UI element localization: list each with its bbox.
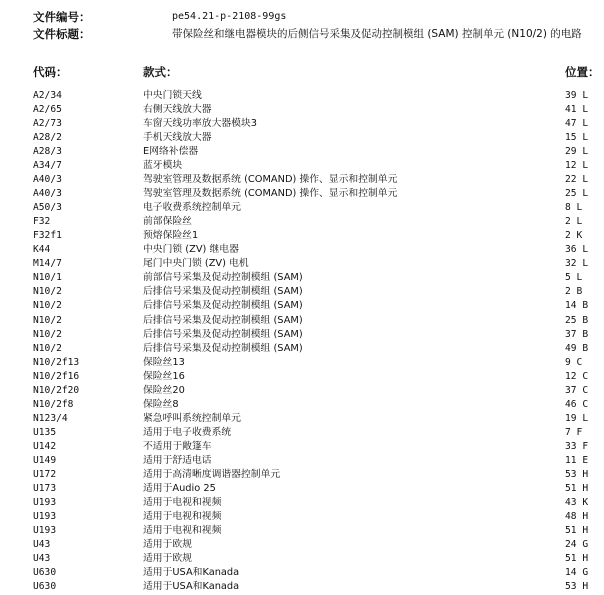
table-row [0, 510, 604, 524]
component-position: 14 B [565, 300, 589, 312]
component-position: 19 L [565, 412, 589, 424]
component-description: 保险丝13 [143, 356, 185, 368]
component-code: A28/3 [33, 146, 62, 158]
component-code: M14/7 [33, 258, 62, 270]
component-description: 适用于USA和Kanada [143, 581, 240, 593]
table-row [0, 103, 604, 117]
component-description: 保险丝20 [143, 384, 185, 396]
component-position: 25 B [565, 314, 589, 326]
component-position: 5 L [565, 272, 583, 284]
component-description: 电子收费系统控制单元 [143, 202, 241, 214]
component-description: 适用于电子收费系统 [143, 426, 232, 438]
table-row [0, 538, 604, 552]
table-row [0, 552, 604, 566]
component-position: 41 L [565, 104, 589, 116]
doc-number-label: 文件编号： [33, 10, 91, 24]
table-row [0, 496, 604, 510]
component-code: U172 [33, 468, 57, 480]
component-position: 49 B [565, 342, 589, 354]
component-position: 11 E [565, 454, 589, 466]
component-position: 2 K [565, 230, 583, 242]
component-code: A28/2 [33, 132, 62, 144]
component-code: A2/65 [33, 104, 62, 116]
column-header-code: 代码： [33, 65, 68, 79]
component-description: 蓝牙模块 [143, 160, 183, 172]
component-description: 适用于舒适电话 [143, 454, 212, 466]
component-description: 适用于欧规 [143, 553, 192, 565]
doc-title-value: 带保险丝和继电器模块的后侧信号采集及促动控制模组 (SAM) 控制单元 (N10/2) 的电路 [172, 28, 582, 40]
column-header-model: 款式： [143, 65, 178, 79]
component-description: 前部信号采集及促动控制模组 (SAM) [143, 272, 303, 284]
component-code: U142 [33, 440, 57, 452]
component-code: U135 [33, 426, 57, 438]
component-description: 驾驶室管理及数据系统 (COMAND) 操作、显示和控制单元 [143, 174, 398, 186]
table-row [0, 384, 604, 398]
table-row [0, 117, 604, 131]
table-row [0, 314, 604, 328]
component-description: 右侧天线放大器 [143, 104, 212, 116]
component-code: N123/4 [33, 412, 68, 424]
component-description: 尾门中央门锁 (ZV) 电机 [143, 258, 249, 270]
component-position: 39 L [565, 90, 589, 101]
table-row [0, 215, 604, 229]
component-position: 37 C [565, 384, 589, 396]
table-row [0, 89, 604, 103]
doc-title-label: 文件标题： [33, 27, 91, 41]
component-description: 后排信号采集及促动控制模组 (SAM) [143, 328, 303, 340]
component-position: 33 F [565, 440, 589, 452]
column-header-position: 位置： [565, 65, 600, 79]
component-description: 中央门锁天线 [143, 90, 202, 101]
component-code: N10/2f16 [33, 370, 80, 382]
component-code: N10/2 [33, 300, 62, 312]
component-description: 适用于电视和视频 [143, 496, 222, 508]
table-row [0, 159, 604, 173]
component-code: N10/2f13 [33, 356, 80, 368]
component-description: 适用于高清晰度调谐器控制单元 [143, 468, 281, 480]
component-code: U193 [33, 496, 57, 508]
table-row [0, 257, 604, 271]
table-row [0, 566, 604, 580]
component-code: N10/2 [33, 314, 62, 326]
table-row [0, 131, 604, 145]
component-position: 48 H [565, 510, 589, 522]
table-row [0, 285, 604, 299]
component-code: N10/2 [33, 342, 62, 354]
component-code: N10/2f8 [33, 398, 74, 410]
component-code: N10/2 [33, 286, 62, 298]
component-code: N10/1 [33, 272, 62, 284]
table-row [0, 412, 604, 426]
component-code: A34/7 [33, 160, 62, 172]
component-position: 8 L [565, 202, 583, 214]
table-row [0, 370, 604, 384]
component-description: 适用于USA和Kanada [143, 567, 240, 579]
component-description: 不适用于敞篷车 [143, 440, 212, 452]
component-description: 中央门锁 (ZV) 继电器 [143, 244, 239, 256]
component-code: F32f1 [33, 230, 62, 242]
table-row [0, 468, 604, 482]
component-code: U193 [33, 510, 57, 522]
component-code: U173 [33, 482, 57, 494]
component-code: A40/3 [33, 188, 62, 200]
component-code: A50/3 [33, 202, 62, 214]
component-position: 37 B [565, 328, 589, 340]
table-row [0, 342, 604, 356]
component-position: 46 C [565, 398, 589, 410]
component-position: 9 C [565, 356, 583, 368]
component-position: 2 B [565, 286, 583, 298]
table-row [0, 243, 604, 257]
component-position: 25 L [565, 188, 589, 200]
component-description: 适用于电视和视频 [143, 510, 222, 522]
table-row [0, 271, 604, 285]
table-row [0, 482, 604, 496]
table-row [0, 426, 604, 440]
component-position: 7 F [565, 426, 583, 438]
component-position: 15 L [565, 132, 589, 144]
component-code: U630 [33, 581, 57, 593]
component-code: U43 [33, 539, 51, 550]
component-description: 适用于电视和视频 [143, 524, 222, 536]
component-code: A2/73 [33, 118, 62, 130]
table-row [0, 145, 604, 159]
component-position: 2 L [565, 216, 583, 228]
component-position: 24 G [565, 539, 589, 550]
component-code: A2/34 [33, 90, 62, 101]
component-description: 手机天线放大器 [143, 132, 212, 144]
component-position: 32 L [565, 258, 589, 270]
component-description: 前部保险丝 [143, 216, 192, 228]
component-code: U149 [33, 454, 57, 466]
component-description: 后排信号采集及促动控制模组 (SAM) [143, 286, 303, 298]
component-table [0, 89, 604, 594]
doc-number-value: pe54.21-p-2108-99gs [172, 11, 287, 22]
component-position: 51 H [565, 553, 589, 565]
component-position: 12 L [565, 160, 589, 172]
component-position: 22 L [565, 174, 589, 186]
component-description: 保险丝8 [143, 398, 179, 410]
component-position: 53 H [565, 581, 589, 593]
component-position: 53 H [565, 468, 589, 480]
component-description: 后排信号采集及促动控制模组 (SAM) [143, 300, 303, 312]
table-row [0, 440, 604, 454]
component-position: 47 L [565, 118, 589, 130]
table-row [0, 299, 604, 313]
table-row [0, 580, 604, 594]
component-position: 51 H [565, 482, 589, 494]
component-description: 后排信号采集及促动控制模组 (SAM) [143, 314, 303, 326]
component-description: 后排信号采集及促动控制模组 (SAM) [143, 342, 303, 354]
component-code: U43 [33, 553, 51, 565]
component-position: 51 H [565, 524, 589, 536]
table-row [0, 229, 604, 243]
table-row [0, 187, 604, 201]
component-position: 14 G [565, 567, 589, 579]
component-description: 保险丝16 [143, 370, 185, 382]
component-description: 驾驶室管理及数据系统 (COMAND) 操作、显示和控制单元 [143, 188, 398, 200]
component-code: F32 [33, 216, 51, 228]
component-description: 适用于欧规 [143, 539, 192, 550]
component-code: A40/3 [33, 174, 62, 186]
component-code: N10/2 [33, 328, 62, 340]
table-row [0, 173, 604, 187]
component-position: 36 L [565, 244, 589, 256]
component-position: 29 L [565, 146, 589, 158]
component-position: 12 C [565, 370, 589, 382]
table-row [0, 328, 604, 342]
component-description: 预熔保险丝1 [143, 230, 199, 242]
component-position: 43 K [565, 496, 589, 508]
table-row [0, 356, 604, 370]
table-row [0, 398, 604, 412]
table-row [0, 524, 604, 538]
component-code: U630 [33, 567, 57, 579]
table-row [0, 454, 604, 468]
component-code: U193 [33, 524, 57, 536]
component-description: E网络补偿器 [143, 146, 199, 158]
component-description: 紧急呼叫系统控制单元 [143, 412, 241, 424]
component-code: K44 [33, 244, 51, 256]
component-description: 适用于Audio 25 [143, 482, 216, 494]
table-row [0, 201, 604, 215]
component-code: N10/2f20 [33, 384, 80, 396]
component-description: 车窗天线功率放大器模块3 [143, 118, 257, 130]
